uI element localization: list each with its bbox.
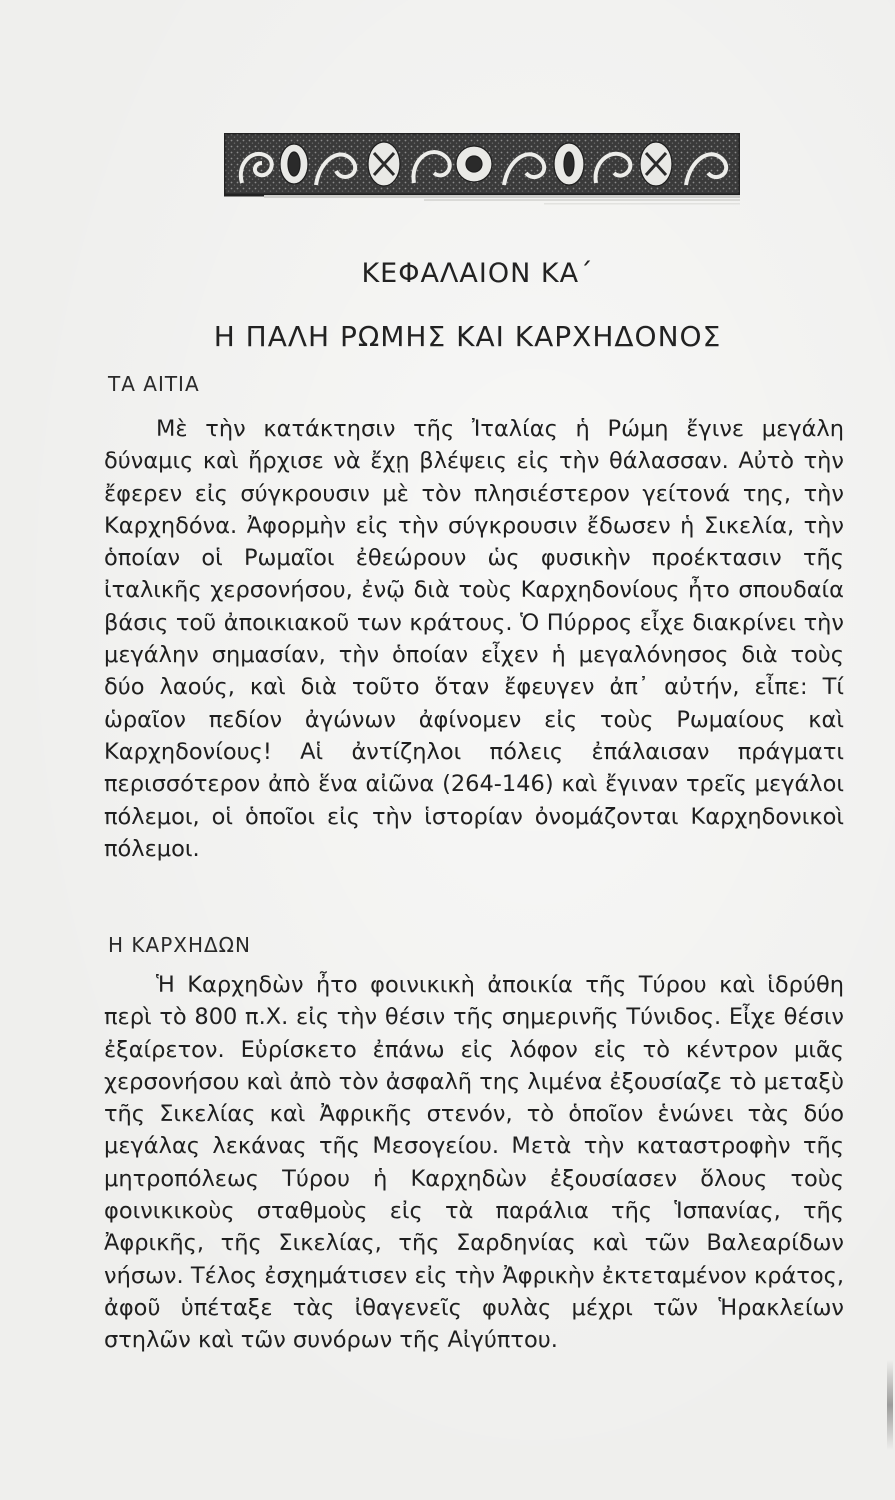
- chapter-title: ΚΕΦΑΛΑΙΟΝ ΚΑ΄: [361, 258, 594, 289]
- page-title: Η ΠΑΛΗ ΡΩΜΗΣ ΚΑΙ ΚΑΡΧΗΔΟΝΟΣ: [213, 320, 722, 353]
- body-paragraph: Μὲ τὴν κατάκτησιν τῆς Ἰταλίας ἡ Ρώμη ἔγινε μεγάλη δύναμις καὶ ἤρχισε νὰ ἔχῃ βλέψεις εἰς τὴν θάλασσαν. Αὐτὸ τὴν ἔφερεν εἰς σύγκρουσιν μὲ τὸν πλησιέστερον γείτονά της, τὴν Καρχηδόνα. Ἀφορμὴν εἰς τὴν σύγκρουσιν ἔδωσεν ἡ Σικελία, τὴν ὁποίαν οἱ Ρωμαῖοι ἐθεώρουν ὡς φυσικὴν προέκτασιν τῆς ἰταλικῆς χερσονήσου, ἐνῷ διὰ τοὺς Καρχηδονίους ἦτο σπουδαία βάσις τοῦ ἀποικιακοῦ των κράτους. Ὁ Πύρρος εἶχε διακρίνει τὴν μεγάλην σημασίαν, τὴν ὁποίαν εἶχεν ἡ μεγαλόνησος διὰ τοὺς δύο λαούς, καὶ διὰ τοῦτο ὅταν ἔφευγεν ἀπ᾽ αὐτήν, εἶπε: Τί ὡραῖον πεδίον ἀγώνων ἀφίνομεν εἰς τοὺς Ρωμαίους καὶ Καρχηδονίους! Αἱ ἀντίζηλοι πόλεις ἐπάλαισαν πράγματι περισσότερον ἀπὸ ἕνα αἰῶνα (264-146) καὶ ἔγιναν τρεῖς μεγάλοι πόλεμοι, οἱ ὁποῖοι εἰς τὴν ἱστορίαν ὀνομάζονται Καρχηδονικοὶ πόλεμοι.: [104, 416, 844, 862]
- section-heading: Η ΚΑΡΧΗΔΩΝ: [108, 933, 251, 957]
- page-edge-shadow: [887, 1360, 893, 1450]
- section-heading: ΤΑ ΑΙΤΙΑ: [108, 372, 200, 396]
- floral-ornament-band-icon: [224, 133, 740, 211]
- body-paragraph: Ἡ Καρχηδὼν ἦτο φοινικικὴ ἀποικία τῆς Τύρου καὶ ἱδρύθη περὶ τὸ 800 π.Χ. εἰς τὴν θέσιν τῆς σημερινῆς Τύνιδος. Εἶχε θέσιν ἐξαίρετον. Εὑρίσκετο ἐπάνω εἰς λόφον εἰς τὸ κέντρον μιᾶς χερσονήσου καὶ ἀπὸ τὸν ἀσφαλῆ της λιμένα ἐξουσίαζε τὸ μεταξὺ τῆς Σικελίας καὶ Ἀφρικῆς στενόν, τὸ ὁποῖον ἑνώνει τὰς δύο μεγάλας λεκάνας τῆς Μεσογείου. Μετὰ τὴν καταστροφὴν τῆς μητροπόλεως Τύρου ἡ Καρχηδὼν ἐξουσίασεν ὅλους τοὺς φοινικικοὺς σταθμοὺς εἰς τὰ παράλια τῆς Ἱσπανίας, τῆς Ἀφρικῆς, τῆς Σικελίας, τῆς Σαρδηνίας καὶ τῶν Βαλεαρίδων νήσων. Τέλος ἐσχημάτισεν εἰς τὴν Ἀφρικὴν ἐκτεταμένον κράτος, ἀφοῦ ὑπέταξε τὰς ἰθαγενεῖς φυλὰς μέχρι τῶν Ἡρακλείων στηλῶν καὶ τῶν συνόρων τῆς Αἰγύπτου.: [104, 972, 844, 1354]
